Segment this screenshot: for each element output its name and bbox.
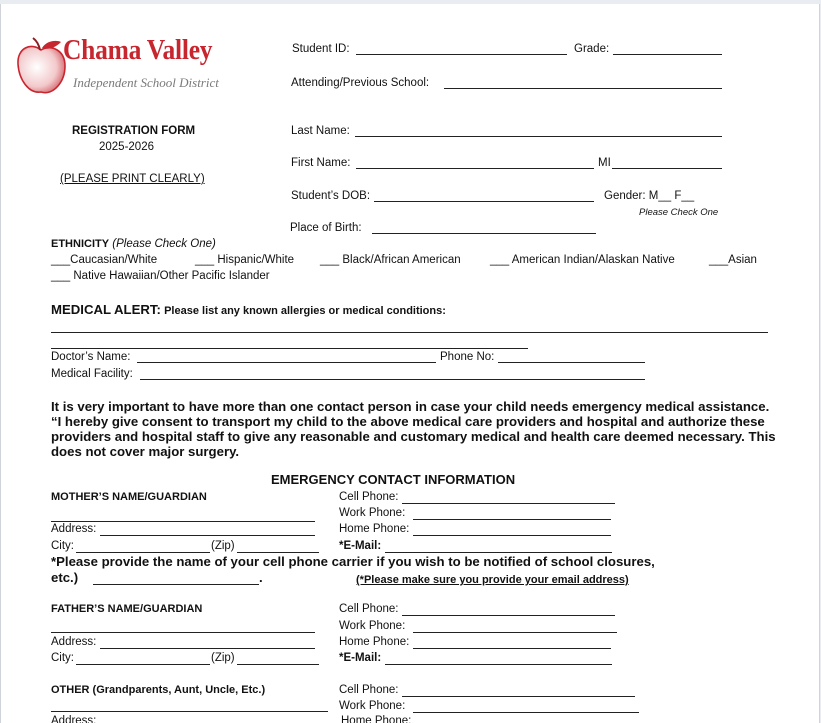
mother-name-label: MOTHER’S NAME/GUARDIAN [51,491,207,503]
father-zip-field[interactable] [237,664,319,665]
father-address-label: Address: [51,636,97,648]
mother-email-label: *E-Mail: [339,540,382,552]
ethnicity-option[interactable]: ___ American Indian/Alaskan Native [490,254,675,266]
ethnicity-option[interactable]: ___Asian [709,254,757,266]
father-cell-field[interactable] [402,615,615,616]
other-work-label: Work Phone: [339,700,406,712]
other-contact-label: OTHER (Grandparents, Aunt, Uncle, Etc.) [51,684,266,696]
mother-city-field[interactable] [76,552,210,553]
dob-field[interactable] [374,201,594,202]
mother-cell-field[interactable] [402,503,615,504]
other-home-label: Home Phone: [341,715,412,723]
ethnicity-option[interactable]: ___ Black/African American [320,254,461,266]
district-logo-subtitle: Independent School District [73,75,219,90]
medical-alert [51,303,446,318]
attending-school-label: Attending/Previous School: [291,77,430,89]
place-of-birth-label: Place of Birth: [290,222,362,234]
student-id-label: Student ID: [292,43,350,55]
other-cell-field[interactable] [402,696,635,697]
father-cell-label: Cell Phone: [339,603,399,615]
carrier-note-line-1: *Please provide the name of your cell phone carrier if you wish to be notified of school closures, [51,554,655,569]
mother-email-field[interactable] [385,552,612,553]
medical-alert-text: Please list any known allergies or medical conditions: [164,305,446,317]
gender-label[interactable]: Gender: M__ F__ [604,190,695,202]
mother-home-field[interactable] [413,535,611,536]
mother-zip-label: (Zip) [211,540,235,552]
dob-label: Student’s DOB: [291,190,371,202]
doctor-field[interactable] [137,362,436,363]
mother-work-label: Work Phone: [339,507,406,519]
first-name-field[interactable] [356,168,594,169]
print-note: (PLEASE PRINT CLEARLY) [60,173,205,185]
ethnicity-label: ETHNICITY [51,238,110,250]
district-logo-title: Chama Valley [63,34,213,66]
medical-conditions-line-2[interactable] [51,348,528,349]
ethnicity-heading [51,237,216,251]
mother-address-label: Address: [51,523,97,535]
mother-work-field[interactable] [413,519,611,520]
father-city-field[interactable] [76,664,210,665]
gender-check-note: Please Check One [639,207,719,218]
attending-school-field[interactable] [444,88,722,89]
form-title: REGISTRATION FORM [72,125,196,137]
father-email-label: *E-Mail: [339,652,382,664]
place-of-birth-field[interactable] [372,233,596,234]
registration-form-page [0,4,820,723]
father-zip-label: (Zip) [211,652,235,664]
father-city-label: City: [51,652,74,664]
consent-paragraph: It is very important to have more than one contact person in case your child needs emergency medical assistance. “I hereby give consent to transport my child to the above medical care providers and hospital and authorize these providers and hospital staff to give any reasonable and customary medical and health care deemed necessary. This does not cover major surgery. [51,399,776,459]
grade-field[interactable] [613,54,722,55]
phone-label: Phone No: [440,351,495,363]
mother-city-label: City: [51,540,74,552]
medical-alert-label: MEDICAL ALERT: [51,302,161,317]
father-email-field[interactable] [385,664,612,665]
mother-home-label: Home Phone: [339,523,410,535]
doctor-phone-field[interactable] [498,362,645,363]
last-name-label: Last Name: [291,125,350,137]
medical-facility-label: Medical Facility: [51,368,133,380]
ethnicity-option[interactable]: ___ Hispanic/White [195,254,295,266]
father-home-field[interactable] [413,648,611,649]
middle-initial-field[interactable] [612,168,722,169]
carrier-note-etc: etc.) [51,570,79,585]
email-note: (*Please make sure you provide your email address) [356,574,629,586]
doctor-label: Doctor’s Name: [51,351,131,363]
emergency-heading: EMERGENCY CONTACT INFORMATION [271,472,516,487]
first-name-label: First Name: [291,157,351,169]
other-address-label: Address: [51,715,97,723]
carrier-note-period: . [259,570,263,585]
father-address-field[interactable] [100,648,315,649]
mother-address-field[interactable] [100,535,315,536]
cell-carrier-field[interactable] [93,584,259,585]
grade-label: Grade: [574,43,610,55]
father-name-label: FATHER’S NAME/GUARDIAN [51,603,203,615]
father-name-field[interactable] [51,632,315,633]
medical-conditions-line-1[interactable] [51,332,768,333]
student-id-field[interactable] [356,54,567,55]
middle-initial-label: MI [598,157,611,169]
mother-zip-field[interactable] [237,552,319,553]
father-home-label: Home Phone: [339,636,410,648]
other-cell-label: Cell Phone: [339,684,399,696]
father-work-field[interactable] [413,632,617,633]
ethnicity-note: (Please Check One) [112,238,216,250]
last-name-field[interactable] [355,136,722,137]
medical-facility-field[interactable] [140,379,645,380]
form-year: 2025-2026 [99,141,154,153]
mother-cell-label: Cell Phone: [339,491,399,503]
ethnicity-option[interactable]: ___ Native Hawaiian/Other Pacific Islander [51,270,270,282]
father-work-label: Work Phone: [339,620,406,632]
other-work-field[interactable] [413,712,639,713]
ethnicity-option[interactable]: ___Caucasian/White [51,254,158,266]
other-name-field[interactable] [51,711,328,712]
